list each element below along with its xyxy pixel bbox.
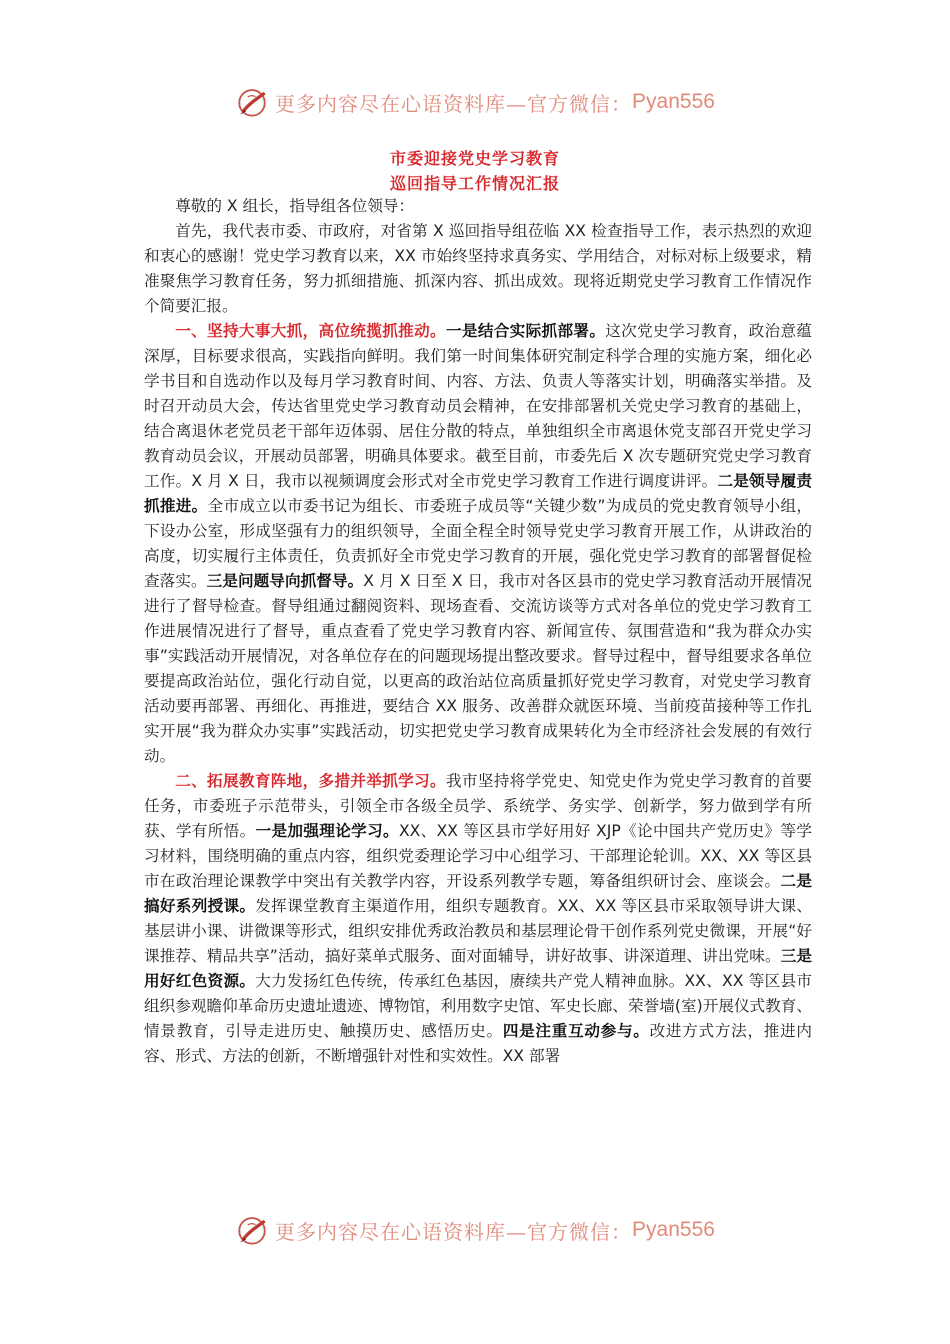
section-1-heading: 一、坚持大事大抓，高位统揽抓推动。 [175, 322, 446, 340]
banner-text: 更多内容尽在心语资料库—官方微信： [275, 1219, 633, 1244]
document-title-line2: 巡回指导工作情况汇报 [389, 174, 560, 193]
footer-watermark-banner [0, 1210, 950, 1250]
section-2-point-1: 一是加强理论学习。 [255, 822, 399, 840]
section-1-point-1: 一是结合实际抓部署。 [445, 322, 606, 340]
section-2-text-1: XX、XX 等区县市学好用好 XJP《论中国共产党历史》等学习材料，围绕明确的重点内容，组织党委理论学习中心组学习、干部理论轮训。XX、XX 等区县市在政治理论课教学中突出有关教学内容，开设系列教学专题，筹备组织研讨会、座谈会。 [144, 822, 812, 890]
banner-wechat-id: Pyan556 [632, 1218, 715, 1241]
header-watermark-banner [0, 82, 950, 122]
section-1-paragraph [144, 319, 812, 769]
section-1-text-2: 全市成立以市委书记为组长、市委班子成员等“关键少数”为成员的党史教育领导小组，下设办公室，形成坚强有力的组织领导，全面全程全时领导党史学习教育开展工作，从讲政治的高度，切实履行主体责任，负责抓好全市党史学习教育的开展，强化党史学习教育的部署督促检查落实。 [144, 497, 812, 590]
document-title-line1: 市委迎接党史学习教育 [389, 149, 560, 168]
section-2-point-4: 四是注重互动参与。 [502, 1022, 650, 1040]
salutation-paragraph [144, 194, 812, 219]
section-2-text-0: 我市坚持将学党史、知党史作为党史学习教育的首要任务，市委班子示范带头，引领全市各级全员学、系统学、务实学、创新学，努力做到学有所获、学有所悟。 [144, 772, 812, 840]
pen-logo-icon [235, 1213, 269, 1247]
section-2-point-3: 三是用好红色资源。 [144, 947, 812, 990]
pen-logo-icon [235, 85, 269, 119]
banner-wechat-id: Pyan556 [632, 90, 715, 113]
section-2-text-4: 改进方式方法，推进内容、形式、方法的创新，不断增强针对性和实效性。XX 部署 [144, 1022, 812, 1065]
section-1-text-1: 这次党史学习教育，政治意蕴深厚，目标要求很高，实践指向鲜明。我们第一时间集体研究制定科学合理的实施方案，细化必学书目和自选动作以及每月学习教育时间、内容、方法、负责人等落实计划，明确落实举措。及时召开动员大会，传达省里党史学习教育动员会精神，在安排部署机关党史学习教育的基础上，结合离退休老党员老干部年迈体弱、居住分散的特点，单独组织全市离退休党支部召开党史学习教育动员会议，开展动员部署，明确具体要求。截至目前，市委先后 X 次专题研究党史学习教育工作。X 月 X 日，我市以视频调度会形式对全市党史学习教育工作进行调度讲评。 [144, 322, 812, 490]
intro-text: 首先，我代表市委、市政府，对省第 X 巡回指导组莅临 XX 检查指导工作，表示热烈的欢迎和衷心的感谢！党史学习教育以来，XX 市始终坚持求真务实、学用结合，对标对标上级要求，精准聚焦学习教育任务，努力抓细措施、抓深内容、抓出成效。现将近期党史学习教育工作情况作个简要汇报。 [144, 222, 812, 315]
section-2-point-2: 二是搞好系列授课。 [144, 872, 812, 915]
section-1-text-3: X 月 X 日至 X 日，我市对各区县市的党史学习教育活动开展情况进行了督导检查。督导组通过翻阅资料、现场查看、交流访谈等方式对各单位的党史学习教育工作进展情况进行了督导，重点查看了党史学习教育内容、新闻宣传、氛围营造和“我为群众办实事”实践活动开展情况，对各单位存在的问题现场提出整改要求。督导过程中，督导组要求各单位要提高政治站位，强化行动自觉，以更高的政治站位高质量抓好党史学习教育，对党史学习教育活动要再部署、再细化、再推进，要结合 XX 服务、改善群众就医环境、当前疫苗接种等工作扎实开展“我为群众办实事”实践活动，切实把党史学习教育成果转化为全市经济社会发展的有效行动。 [144, 572, 812, 765]
intro-paragraph [144, 219, 812, 319]
document-body [144, 194, 812, 1069]
section-2-text-3: 大力发扬红色传统，传承红色基因，赓续共产党人精神血脉。XX、XX 等区县市组织参观瞻仰革命历史遗址遗迹、博物馆，利用数字史馆、军史长廊、荣誉墙(室)开展仪式教育、情景教育，引导走进历史、触摸历史、感悟历史。 [144, 972, 812, 1040]
section-2-heading: 二、拓展教育阵地，多措并举抓学习。 [175, 772, 446, 790]
salutation: 尊敬的 X 组长，指导组各位领导： [175, 197, 415, 215]
section-1-point-3: 三是问题导向抓督导。 [206, 572, 364, 590]
section-2-text-2: 发挥课堂教育主渠道作用，组织专题教育。XX、XX 等区县市采取领导讲大课、基层讲小课、讲微课等形式，组织安排优秀政治教员和基层理论骨干创作系列党史微课，开展“好课推荐、精品共享”活动，搞好菜单式服务、面对面辅导，讲好故事、讲深道理、讲出党味。 [144, 897, 812, 965]
section-2-paragraph [144, 769, 812, 1069]
banner-text: 更多内容尽在心语资料库—官方微信： [275, 91, 633, 116]
section-1-point-2: 二是领导履责抓推进。 [144, 472, 812, 515]
